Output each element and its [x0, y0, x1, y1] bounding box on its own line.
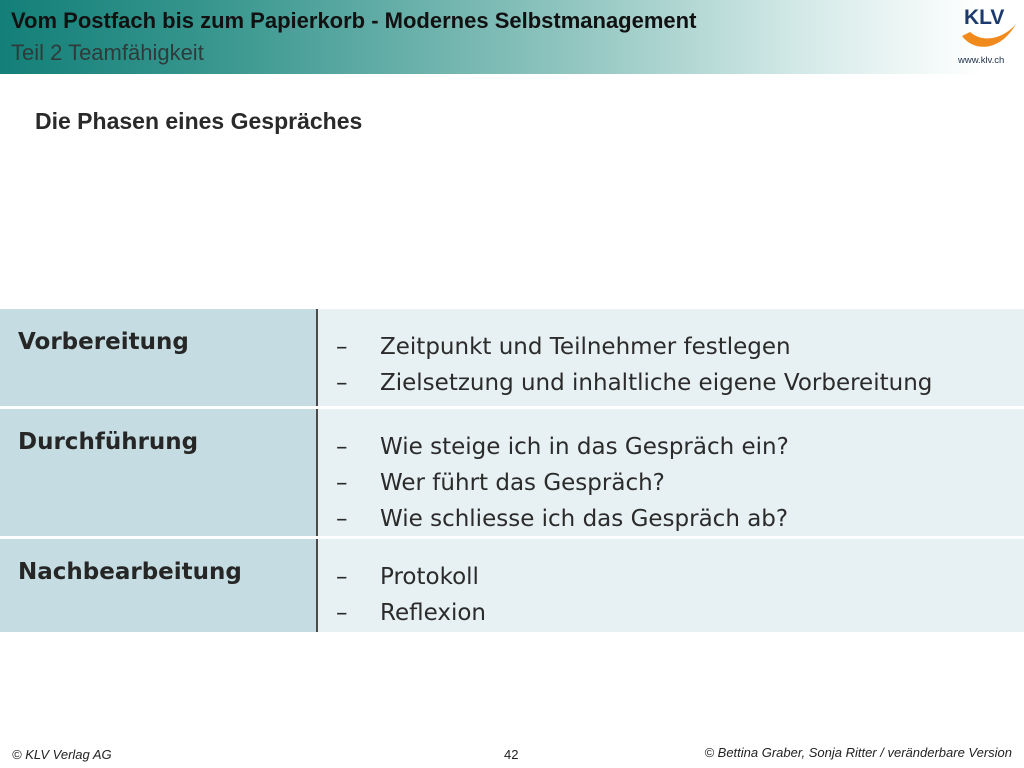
dash-bullet: –	[336, 506, 348, 532]
phase-name: Vorbereitung	[0, 309, 318, 406]
phase-name: Durchführung	[0, 409, 318, 536]
phase-name: Nachbearbeitung	[0, 539, 318, 632]
phase-item	[336, 595, 1024, 631]
phase-row-durchfuehrung	[0, 406, 1024, 536]
phase-item-text: Zeitpunkt und Teilnehmer festlegen	[380, 334, 791, 360]
phase-item	[336, 559, 1024, 595]
logo-url: www.klv.ch	[958, 55, 1005, 66]
footer-copyright-publisher: © KLV Verlag AG	[12, 747, 112, 762]
phase-items	[318, 409, 1024, 536]
phase-items	[318, 309, 1024, 406]
phase-item-text: Wie schliesse ich das Gespräch ab?	[380, 506, 789, 532]
phase-row-nachbearbeitung	[0, 536, 1024, 632]
phase-table	[0, 309, 1024, 632]
logo-text: KLV	[964, 6, 1005, 29]
dash-bullet: –	[336, 564, 348, 590]
page-number: 42	[504, 747, 519, 762]
phase-item-text: Wer führt das Gespräch?	[380, 470, 665, 496]
footer-copyright-authors: © Bettina Graber, Sonja Ritter / veränderbare Version	[704, 745, 1012, 760]
dash-bullet: –	[336, 470, 348, 496]
phase-item	[336, 329, 1024, 365]
phase-row-vorbereitung	[0, 309, 1024, 406]
phase-item-text: Protokoll	[380, 564, 479, 590]
phase-item-text: Zielsetzung und inhaltliche eigene Vorbereitung	[380, 370, 933, 396]
phase-item-text: Wie steige ich in das Gespräch ein?	[380, 434, 789, 460]
phase-item	[336, 429, 1024, 465]
section-heading: Die Phasen eines Gespräches	[35, 108, 363, 134]
phase-item-text: Reflexion	[380, 600, 486, 626]
phase-item	[336, 365, 1024, 401]
dash-bullet: –	[336, 434, 348, 460]
phase-item	[336, 465, 1024, 501]
dash-bullet: –	[336, 370, 348, 396]
dash-bullet: –	[336, 600, 348, 626]
slide-title: Vom Postfach bis zum Papierkorb - Modernes Selbstmanagement	[11, 8, 697, 33]
phase-item	[336, 501, 1024, 537]
klv-logo	[956, 2, 1020, 54]
phase-items	[318, 539, 1024, 632]
slide-subtitle: Teil 2 Teamfähigkeit	[11, 40, 204, 65]
dash-bullet: –	[336, 334, 348, 360]
